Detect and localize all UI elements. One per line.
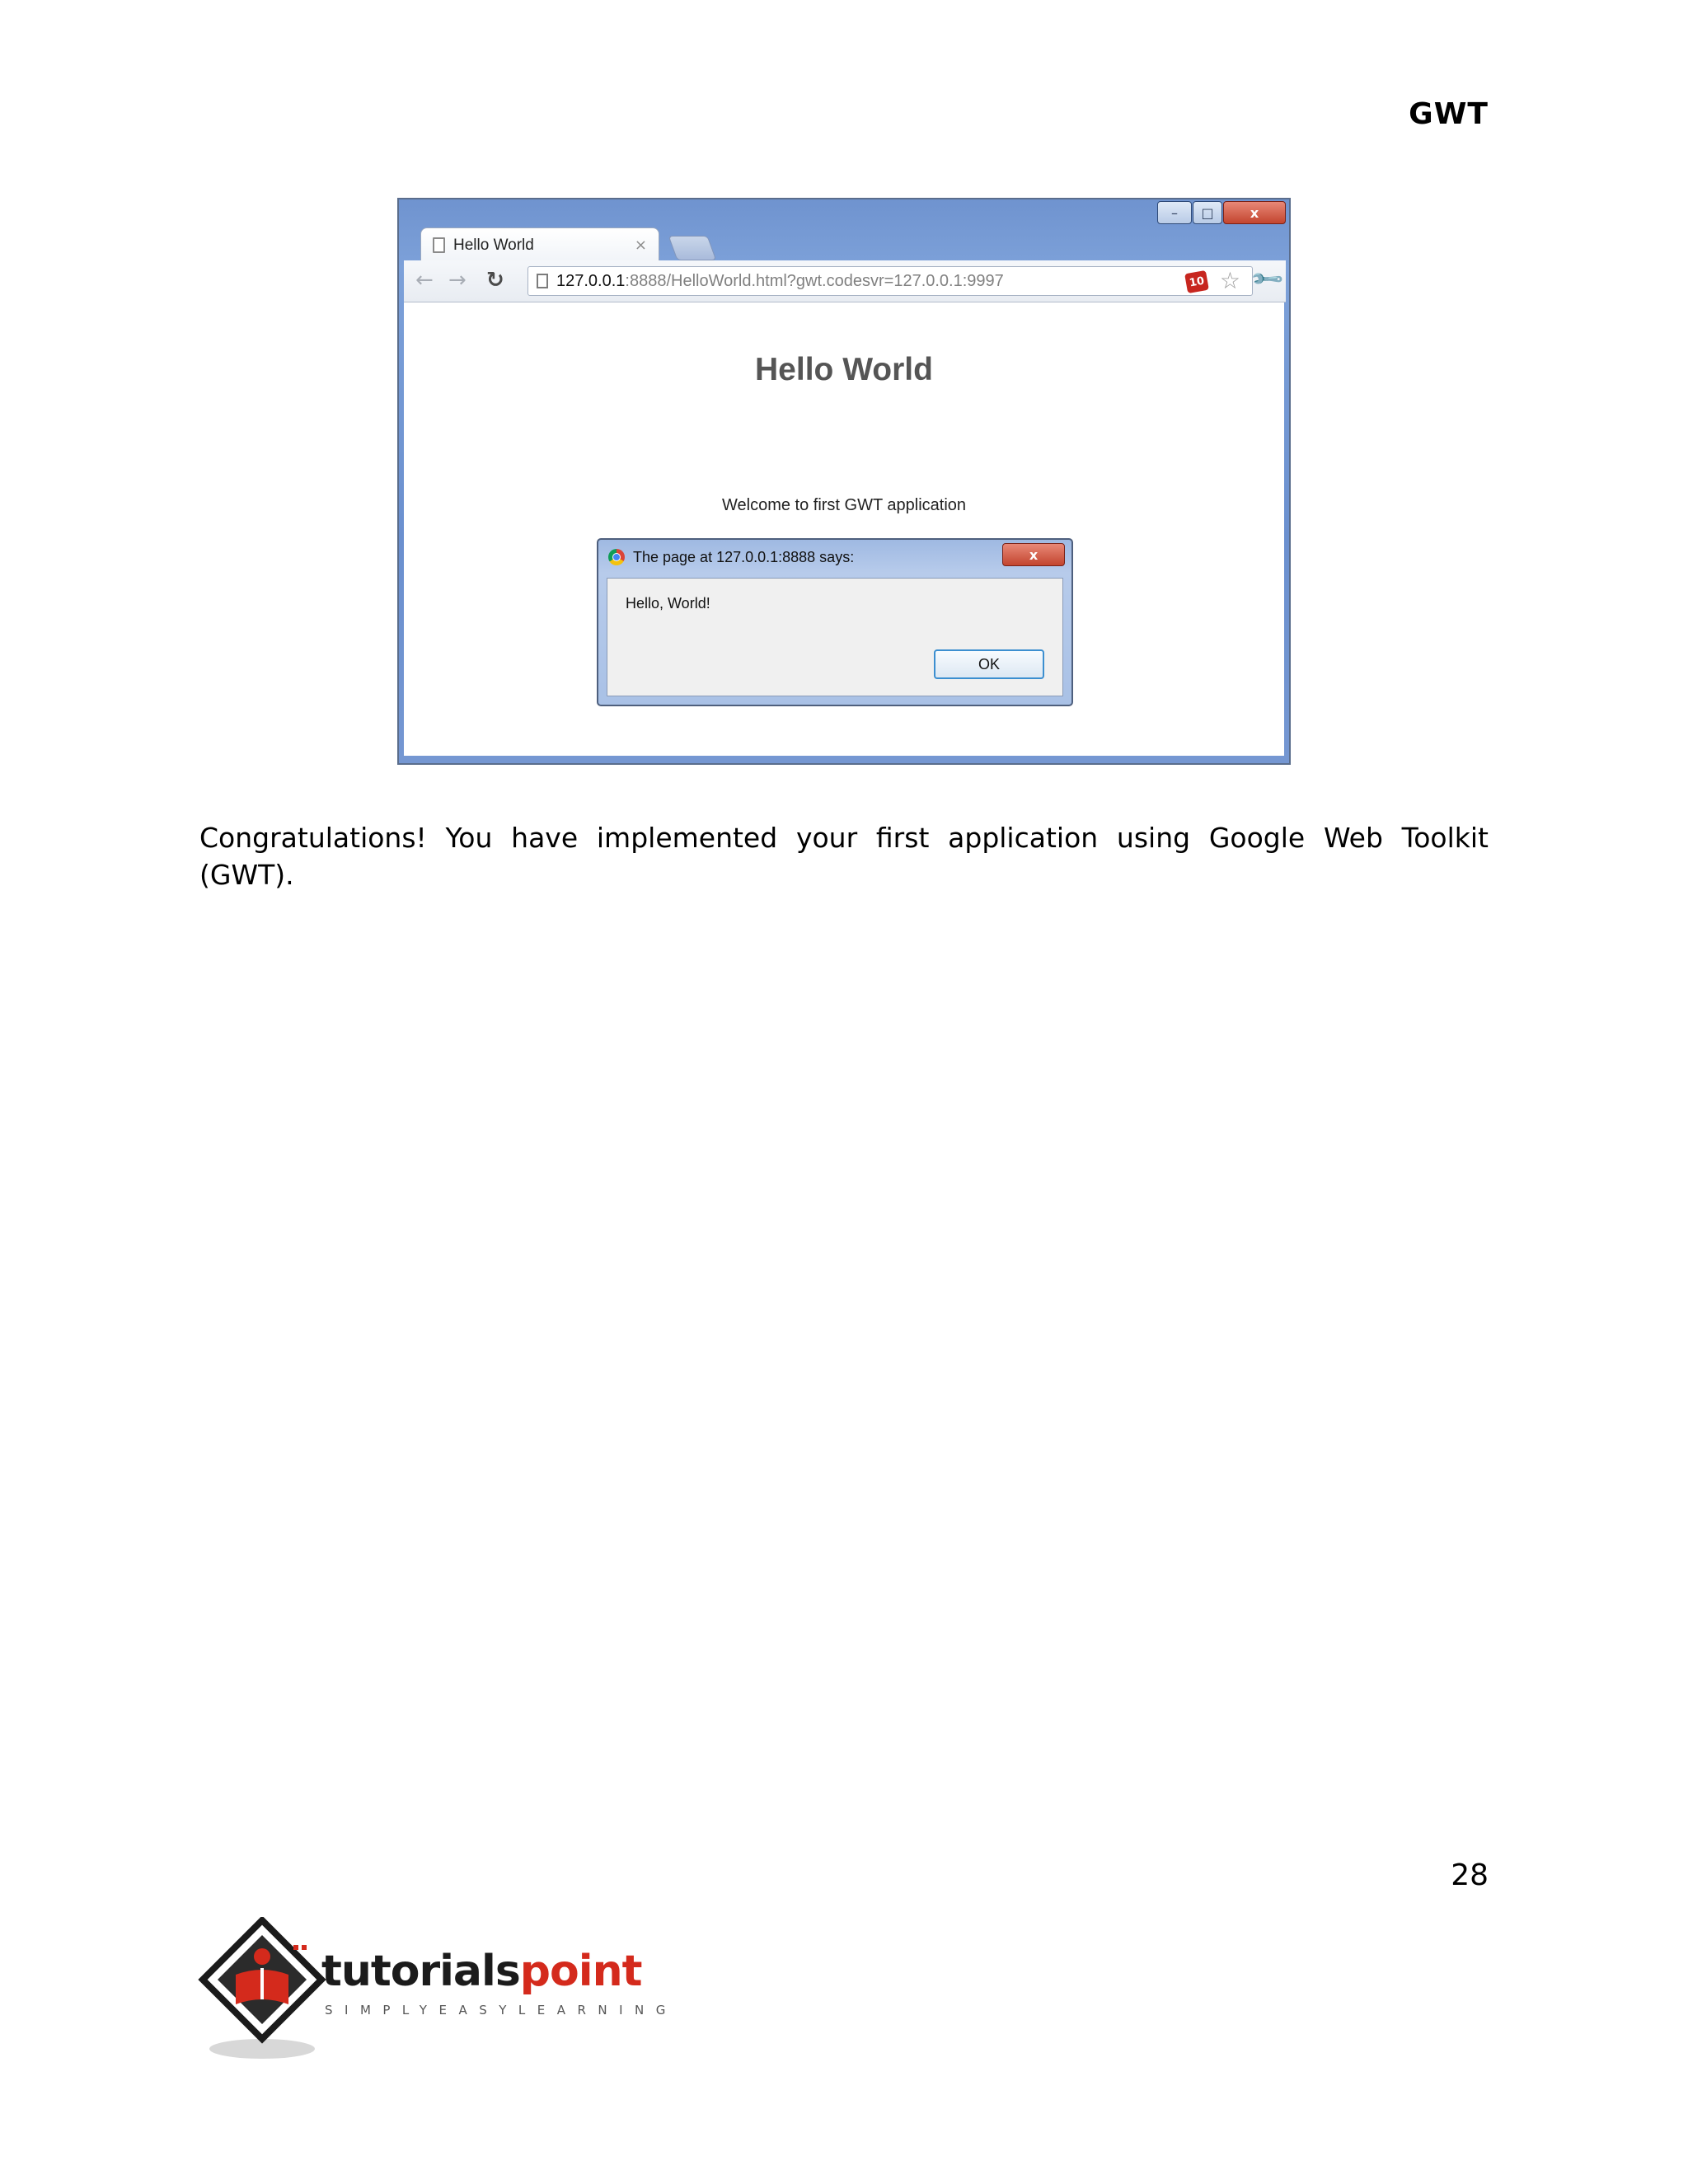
gwt-extension-icon[interactable]: 10 [1184, 270, 1209, 293]
maximize-button[interactable]: □ [1193, 201, 1222, 224]
bookmark-star-icon[interactable]: ☆ [1219, 267, 1240, 294]
window-close-button[interactable]: x [1223, 201, 1286, 224]
running-header: GWT [1409, 97, 1489, 131]
forward-arrow-icon[interactable]: → [448, 268, 467, 293]
alert-titlebar[interactable] [598, 540, 1071, 576]
welcome-text: Welcome to first GWT application [721, 496, 967, 514]
new-tab-button[interactable] [668, 236, 717, 260]
logo-tagline: SIMPLYEASYLEARNING [325, 2003, 678, 2018]
alert-dialog [597, 538, 1073, 706]
window-controls [1156, 201, 1286, 224]
tab-title: Hello World [453, 236, 534, 254]
alert-message: Hello, World! [626, 595, 710, 612]
body-paragraph: Congratulations! You have implemented your first application using Google Web Toolkit (GWT). [199, 822, 1489, 891]
page-icon [537, 274, 548, 288]
logo-word-point: point [519, 1947, 642, 1996]
logo-diamond-icon [196, 1917, 328, 2065]
ok-button[interactable]: OK [934, 649, 1044, 679]
browser-screenshot [397, 198, 1291, 765]
tutorialspoint-logo [196, 1917, 678, 2065]
url-host: 127.0.0.1 [556, 271, 626, 290]
alert-title: The page at 127.0.0.1:8888 says: [633, 549, 855, 565]
browser-toolbar [404, 260, 1286, 302]
minimize-button[interactable]: – [1157, 201, 1192, 224]
reload-icon[interactable]: ↻ [486, 268, 504, 293]
page-number: 28 [1451, 1858, 1489, 1892]
wrench-icon[interactable]: 🔧 [1249, 260, 1286, 298]
alert-close-button[interactable]: x [1002, 543, 1065, 566]
page-heading: Hello World [755, 352, 933, 387]
browser-tab[interactable] [420, 227, 659, 262]
address-bar[interactable] [528, 266, 1253, 296]
page-viewport [404, 302, 1284, 756]
logo-wordmark [321, 1947, 641, 1996]
logo-word-tutorials: tutorials [321, 1947, 520, 1996]
alert-body [607, 578, 1063, 696]
tab-close-icon[interactable]: × [634, 237, 647, 254]
back-arrow-icon[interactable]: ← [415, 268, 434, 293]
url-path: :8888/HelloWorld.html?gwt.codesvr=127.0.0.1:9997 [625, 271, 1004, 290]
chrome-icon [608, 549, 625, 565]
document-icon [433, 237, 445, 253]
